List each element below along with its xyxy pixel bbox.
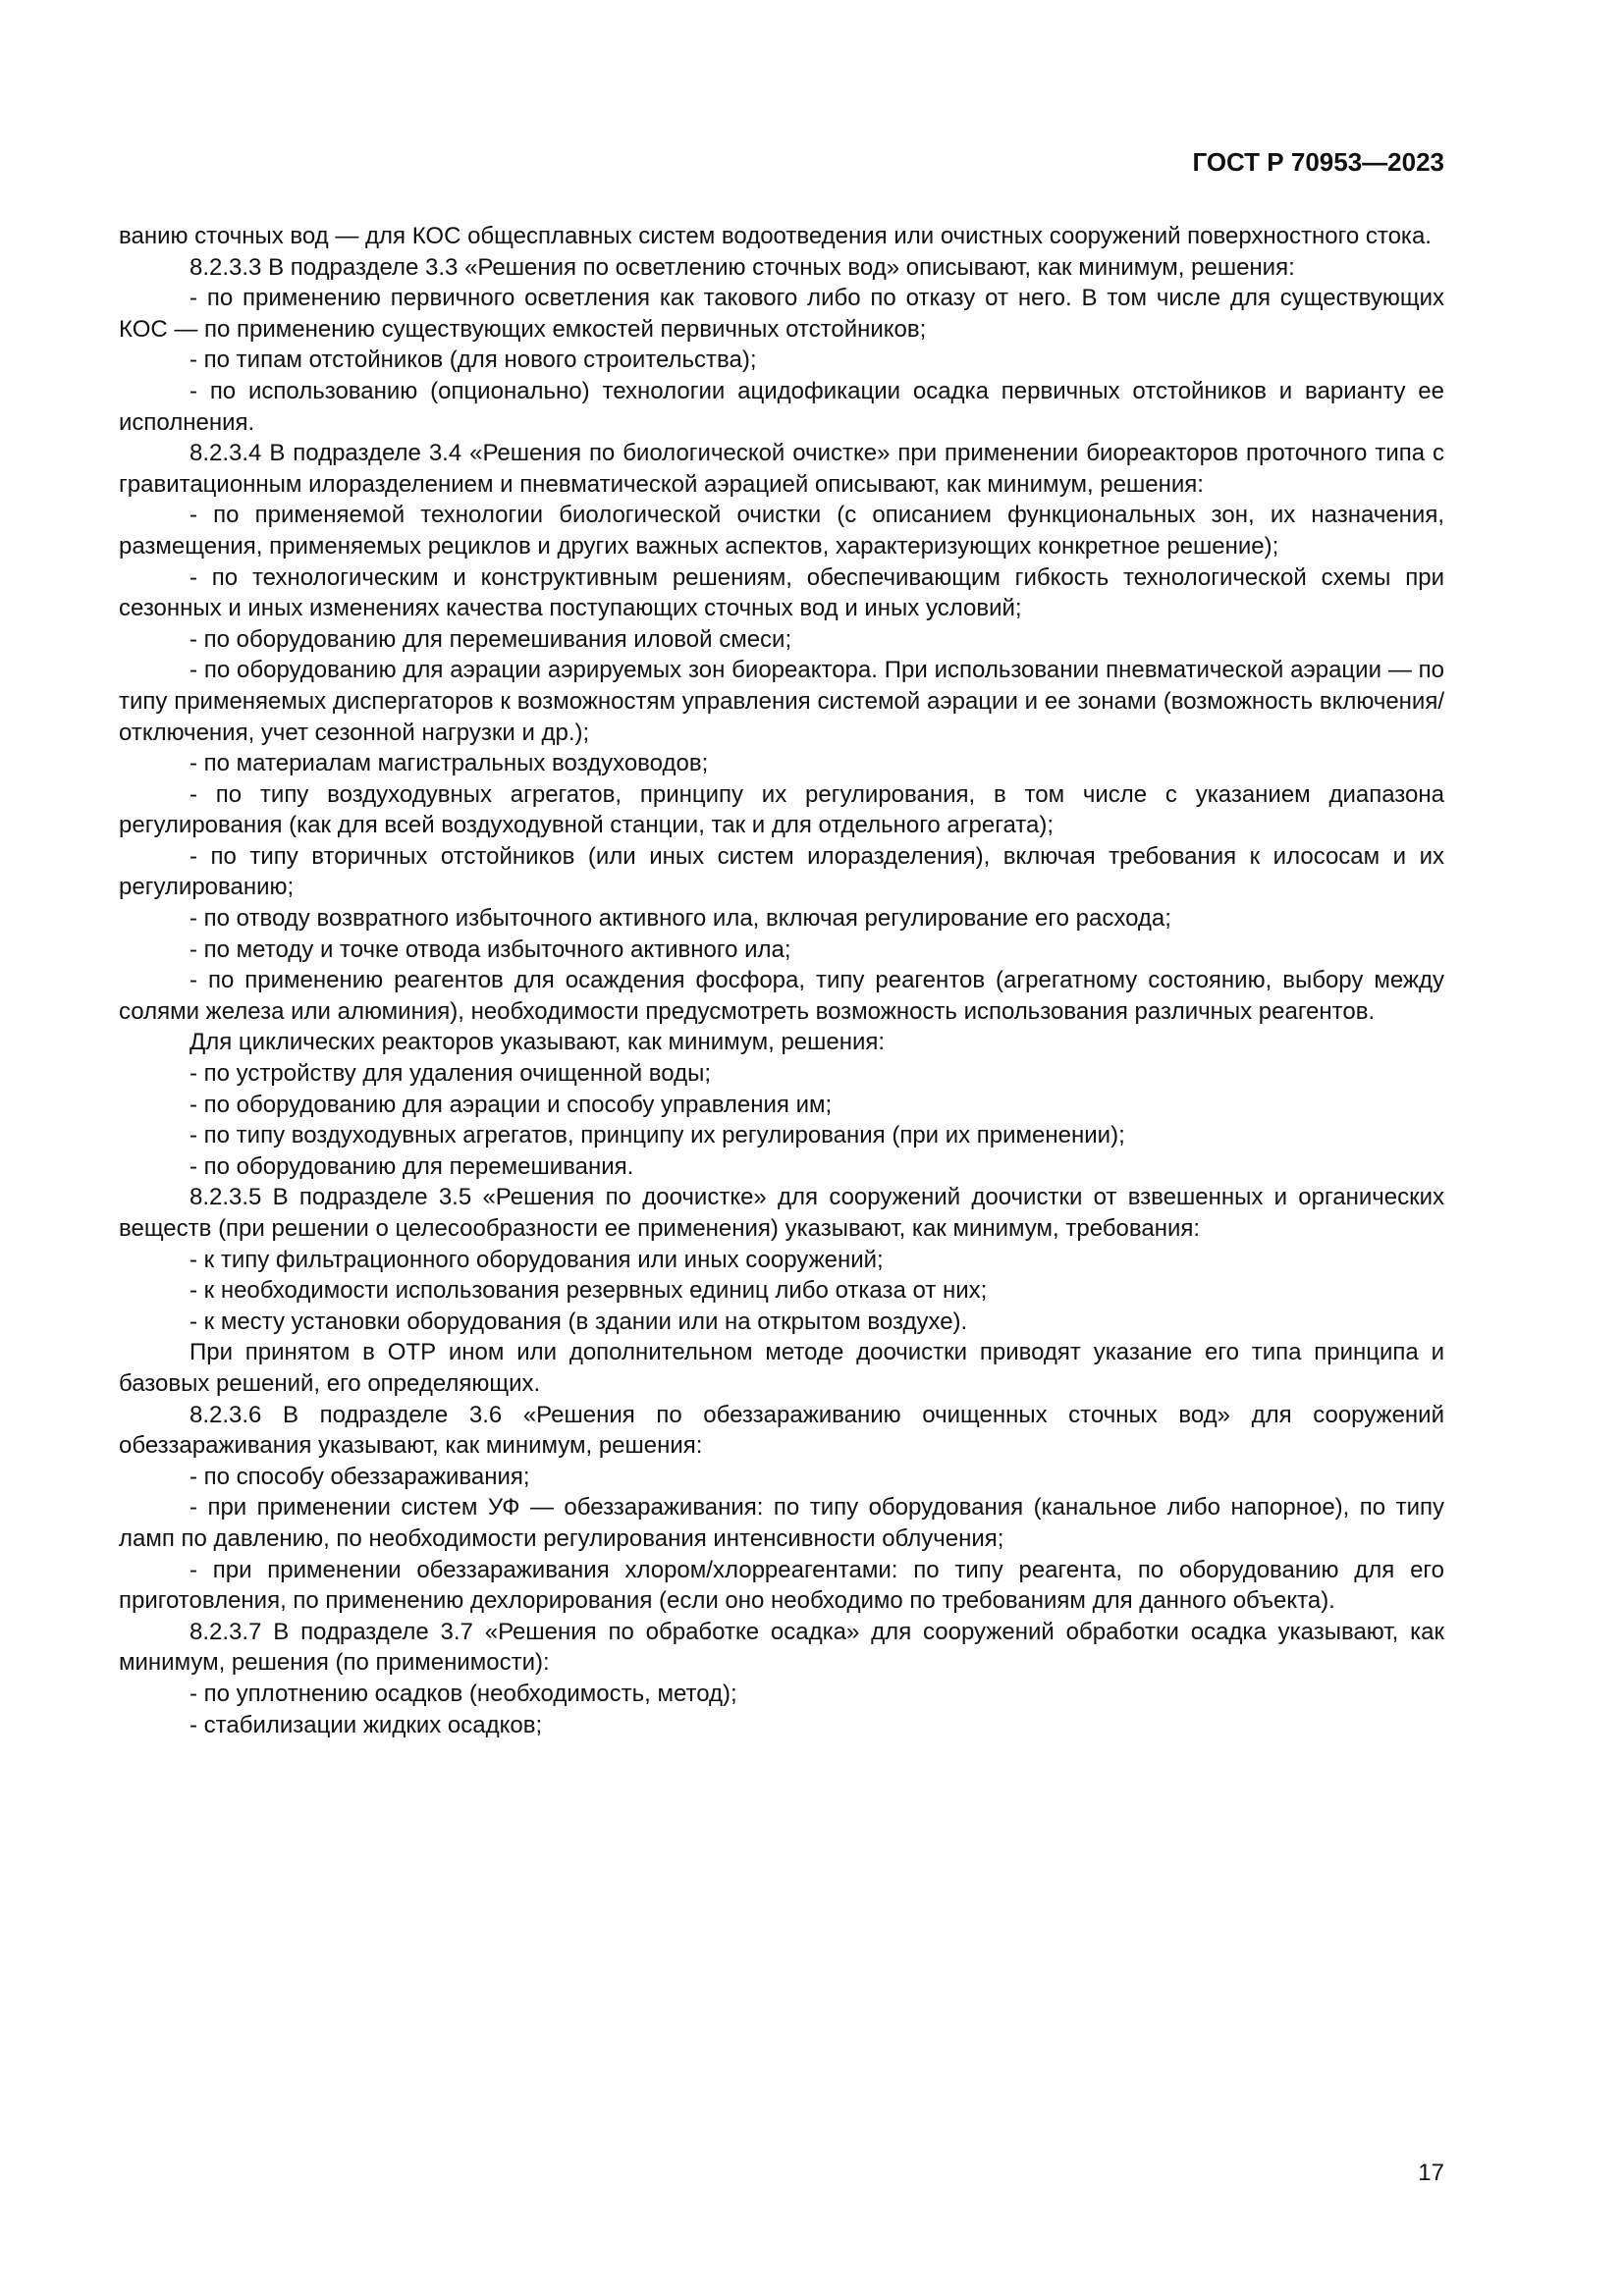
- paragraph: - по устройству для удаления очищенной воды;: [189, 1060, 711, 1088]
- paragraph: - по технологическим и конструктивным решениям, обеспечивающим гибкость технологической схемы при сезонных и иных изменениях качества поступающих сточных вод и иных условий;: [119, 563, 1444, 622]
- paragraph: - по способу обеззараживания;: [189, 1463, 530, 1490]
- paragraph: - по оборудованию для аэрации и способу управления им;: [189, 1091, 833, 1118]
- paragraph: Для циклических реакторов указывают, как минимум, решения:: [189, 1029, 886, 1056]
- paragraph: При принятом в ОТР ином или дополнительном методе доочистки приводят указание его типа принципа и базовых решений, его определяющих.: [119, 1339, 1444, 1397]
- paragraph: - к месту установки оборудования (в здании или на открытом воздухе).: [189, 1308, 968, 1335]
- paragraph: - при применении обеззараживания хлором/хлорреагентами: по типу реагента, по оборудованию для его приготовления, по применению дехлорирования (если оно необходимо по требованиям для данного объекта).: [119, 1556, 1444, 1615]
- paragraph: - по уплотнению осадков (необходимость, метод);: [189, 1680, 737, 1707]
- paragraph: - по применению первичного осветления как такового либо по отказу от него. В том числе для существующих КОС — по применению существующих емкостей первичных отстойников;: [119, 285, 1444, 343]
- paragraph: - по типу воздуходувных агрегатов, принципу их регулирования (при их применении);: [189, 1122, 1125, 1149]
- paragraph: - по отводу возвратного избыточного активного ила, включая регулирование его расхода;: [189, 905, 1171, 933]
- paragraph: - по оборудованию для перемешивания.: [189, 1152, 634, 1180]
- paragraph: ванию сточных вод — для КОС общесплавных систем водоотведения или очистных сооружений поверхностного стока.: [119, 223, 1432, 249]
- body-text: [119, 221, 1444, 1740]
- paragraph: - по применяемой технологии биологической очистки (с описанием функциональных зон, их назначения, размещения, применяемых рециклов и других важных аспектов, характеризующих конкретное решение);: [119, 502, 1444, 560]
- paragraph: - к необходимости использования резервных единиц либо отказа от них;: [189, 1277, 988, 1305]
- paragraph: 8.2.3.5 В подразделе 3.5 «Решения по доочистке» для сооружений доочистки от взвешенных и органических веществ (при решении о целесообразности ее применения) указывают, как минимум, требования:: [119, 1184, 1444, 1242]
- paragraph: - по методу и точке отвода избыточного активного ила;: [189, 935, 791, 963]
- paragraph: - по оборудованию для аэрации аэрируемых зон биореактора. При использовании пневматической аэрации — по типу применяемых диспергаторов к возможностям управления системой аэрации и ее зонами (возможность включения/отключения, учет сезонной нагрузки и др.);: [119, 657, 1444, 746]
- paragraph: - по материалам магистральных воздуховодов;: [189, 750, 709, 777]
- document-code-header: ГОСТ Р 70953—2023: [1192, 147, 1444, 177]
- paragraph: - по типам отстойников (для нового строительства);: [189, 347, 757, 374]
- paragraph: - стабилизации жидких осадков;: [189, 1711, 543, 1738]
- paragraph: - по оборудованию для перемешивания иловой смеси;: [189, 625, 792, 653]
- paragraph: 8.2.3.7 В подразделе 3.7 «Решения по обработке осадка» для сооружений обработки осадка указывают, как минимум, решения (по применимости):: [119, 1618, 1444, 1677]
- paragraph: 8.2.3.6 В подразделе 3.6 «Решения по обеззараживанию очищенных сточных вод» для сооружений обеззараживания указывают, как минимум, решения:: [119, 1401, 1444, 1460]
- paragraph: - при применении систем УФ — обеззараживания: по типу оборудования (канальное либо напорное), по типу ламп по давлению, по необходимости регулирования интенсивности облучения;: [119, 1494, 1444, 1552]
- paragraph: - по типу вторичных отстойников (или иных систем илоразделения), включая требования к илососам и их регулированию;: [119, 842, 1444, 901]
- paragraph: - к типу фильтрационного оборудования или иных сооружений;: [189, 1246, 884, 1273]
- paragraph: - по применению реагентов для осаждения фосфора, типу реагентов (агрегатному состоянию, выбору между солями железа или алюминия), необходимости предусмотреть возможность использования различных реагентов.: [119, 967, 1444, 1025]
- page-number: 17: [1418, 2160, 1444, 2186]
- paragraph: - по использованию (опционально) технологии ацидофикации осадка первичных отстойников и варианту ее исполнения.: [119, 377, 1444, 436]
- paragraph: 8.2.3.4 В подразделе 3.4 «Решения по биологической очистке» при применении биореакторов проточного типа с гравитационным илоразделением и пневматической аэрацией описывают, как минимум, решения:: [119, 440, 1444, 498]
- paragraph: - по типу воздуходувных агрегатов, принципу их регулирования, в том числе с указанием диапазона регулирования (как для всей воздуходувной станции, так и для отдельного агрегата);: [119, 780, 1444, 839]
- paragraph: 8.2.3.3 В подразделе 3.3 «Решения по осветлению сточных вод» описывают, как минимум, решения:: [189, 253, 1295, 281]
